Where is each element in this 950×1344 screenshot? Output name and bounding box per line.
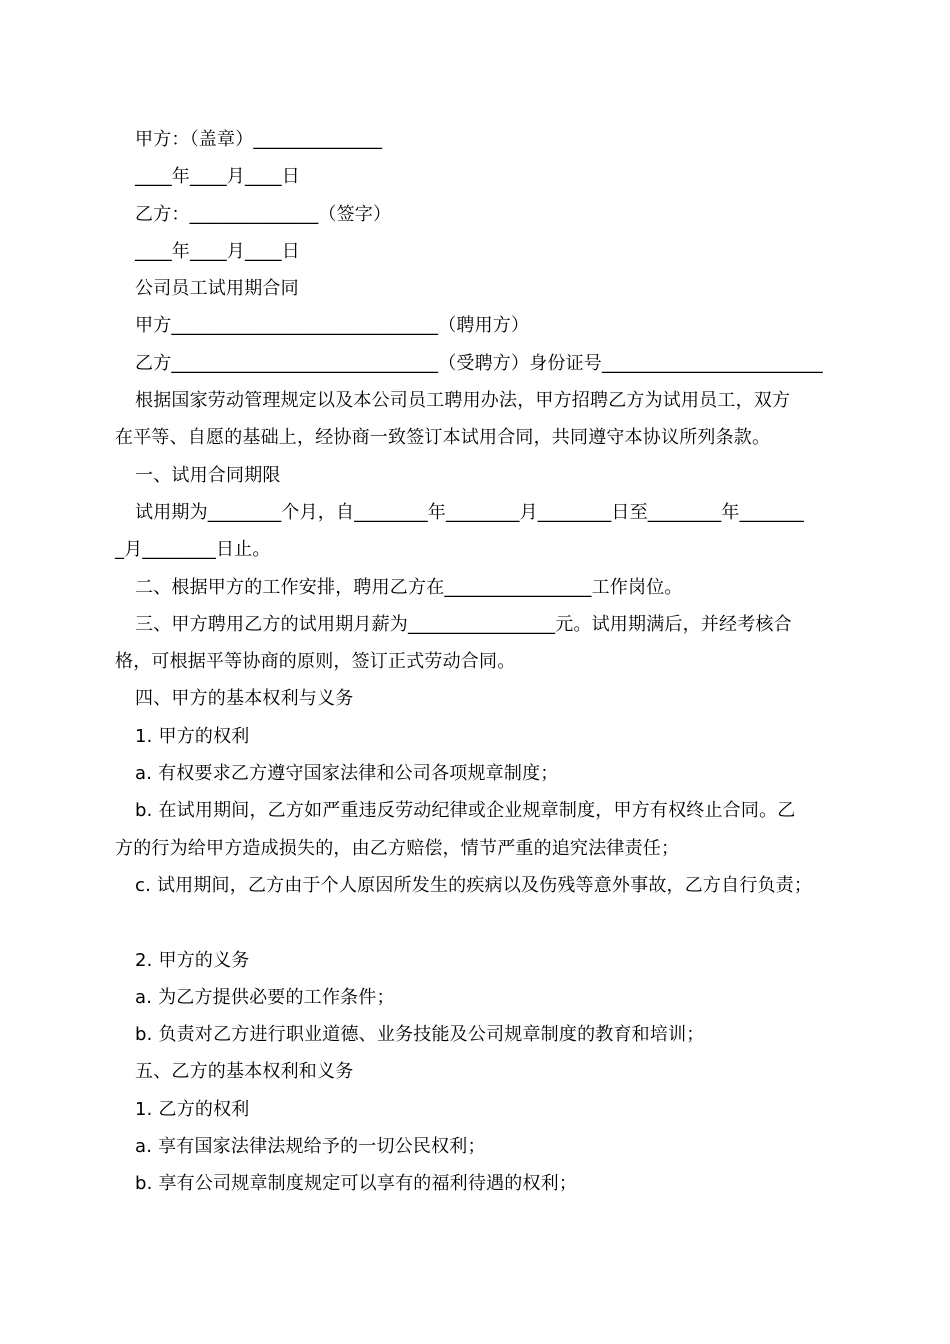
party-a-duties-title: 2. 甲方的义务 [135,949,250,971]
party-b-sign-line: 乙方：______________（签字） [135,203,392,225]
section1-line-1: 试用期为________个月，自________年________月________日至________年_______ [135,501,804,523]
party-a-duties-item-a: a. 为乙方提供必要的工作条件； [135,986,395,1008]
date-a-line: ____年____月____日 [135,166,300,188]
section4-title: 四、甲方的基本权利与义务 [135,688,354,710]
section2-line: 二、根据甲方的工作安排，聘用乙方在________________工作岗位。 [135,576,683,598]
section3-line-2: 格，可根据平等协商的原则，签订正式劳动合同。 [115,651,516,673]
section3-line-1: 三、甲方聘用乙方的试用期月薪为________________元。试用期满后，并经考核合 [135,613,792,635]
intro-line-1: 根据国家劳动管理规定以及本公司员工聘用办法，甲方招聘乙方为试用员工，双方 [135,390,791,412]
party-a-rights-item-b-line-1: b. 在试用期间，乙方如严重违反劳动纪律或企业规章制度，甲方有权终止合同。乙 [135,800,796,822]
party-a-rights-item-c: c. 试用期间，乙方由于个人原因所发生的疾病以及伤残等意外事故，乙方自行负责； [135,874,813,896]
section1-title: 一、试用合同期限 [135,464,281,486]
section5-title: 五、乙方的基本权利和义务 [135,1061,354,1083]
party-b-rights-item-b: b. 享有公司规章制度规定可以享有的福利待遇的权利； [135,1173,578,1195]
party-b-line: 乙方_____________________________（受聘方）身份证号________________________ [135,352,823,374]
party-b-rights-item-a: a. 享有国家法律法规给予的一切公民权利； [135,1136,486,1158]
party-a-line: 甲方_____________________________（聘用方） [135,315,530,337]
blank-line [115,904,835,941]
document-body [115,121,835,1203]
party-a-rights-item-b-line-2: 方的行为给甲方造成损失的，由乙方赔偿，情节严重的追究法律责任； [115,837,680,859]
party-b-rights-title: 1. 乙方的权利 [135,1098,250,1120]
party-a-rights-item-a: a. 有权要求乙方遵守国家法律和公司各项规章制度； [135,763,559,785]
intro-line-2: 在平等、自愿的基础上，经协商一致签订本试用合同，共同遵守本协议所列条款。 [115,427,771,449]
date-b-line: ____年____月____日 [135,240,300,262]
contract-title: 公司员工试用期合同 [135,278,299,300]
section1-line-2: _月________日止。 [115,539,271,561]
party-a-seal-line: 甲方：（盖章）______________ [135,129,383,150]
party-a-rights-title: 1. 甲方的权利 [135,725,250,747]
party-a-duties-item-b: b. 负责对乙方进行职业道德、业务技能及公司规章制度的教育和培训； [135,1024,705,1046]
